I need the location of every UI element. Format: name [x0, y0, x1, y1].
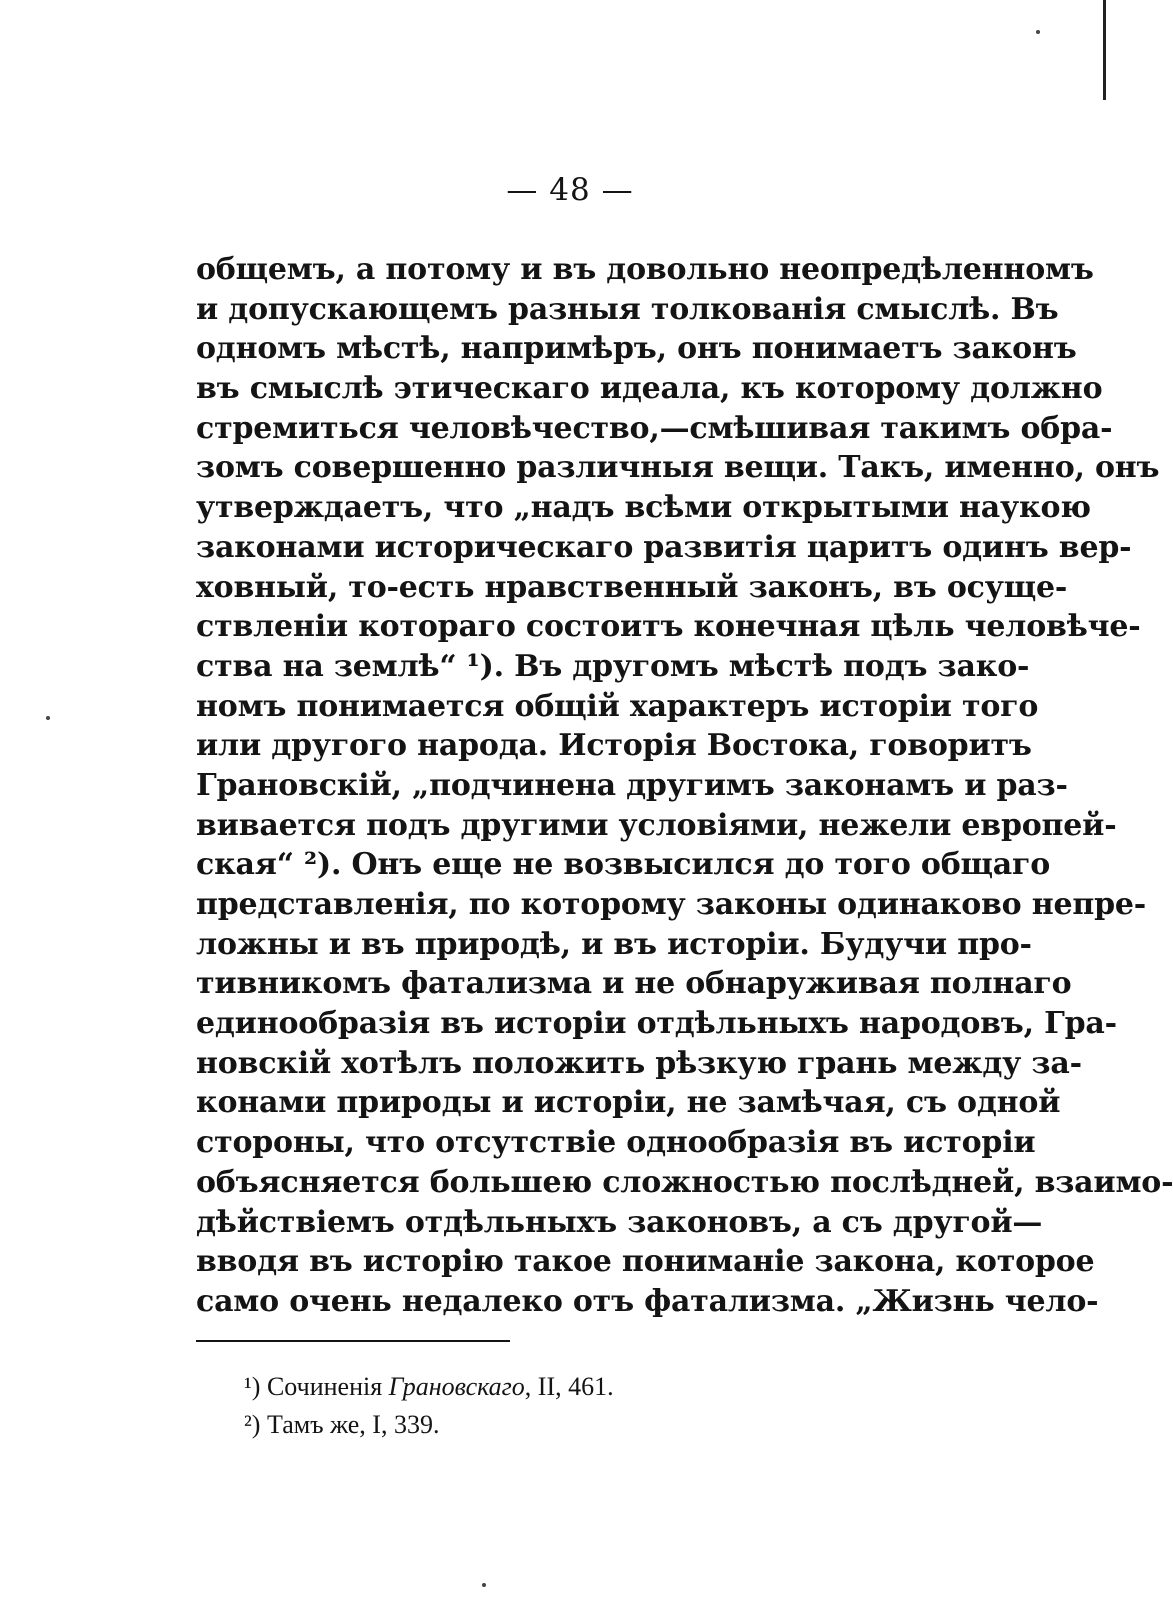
scan-speck [482, 1583, 486, 1587]
footnote-text: Тамъ же, I, 339. [266, 1410, 440, 1439]
text-line: стороны, что отсутствіе однообразія въ исторіи [196, 1125, 1036, 1161]
footnote-mark: ¹) [244, 1372, 261, 1401]
footnote [244, 1406, 614, 1444]
text-line: ховный, то-есть нравственный законъ, въ осуще- [196, 569, 1068, 605]
text-line: утверждаетъ, что „надъ всѣми открытыми наукою [196, 490, 1091, 526]
text-line: тивникомъ фатализма и не обнаруживая полнаго [196, 966, 1072, 1002]
text-line: новскій хотѣлъ положить рѣзкую грань между за- [196, 1045, 1082, 1081]
text-line: и допускающемъ разныя толкованія смыслѣ. Въ [196, 291, 1059, 327]
footnotes [244, 1368, 614, 1444]
text-line: въ смыслѣ этическаго идеала, къ которому должно [196, 371, 1103, 407]
text-line: представленія, по которому законы одинаково непре- [196, 887, 1147, 922]
footnote-mark: ²) [244, 1410, 261, 1439]
text-line: зомъ совершенно различныя вещи. Такъ, именно, онъ [196, 450, 1160, 486]
page-number: — 48 — [506, 172, 634, 208]
footnote-text-after: , II, 461. [524, 1372, 614, 1401]
text-line: вводя въ исторію такое пониманіе закона, которое [196, 1244, 1095, 1280]
text-line: объясняется большею сложностью послѣдней, взаимо- [196, 1164, 1173, 1200]
scan-speck [46, 716, 50, 720]
text-line: или другого народа. Исторія Востока, говоритъ [196, 728, 1032, 764]
footnote-italic-text: Грановскаго [388, 1372, 525, 1401]
text-line: законами историческаго развитія царитъ одинъ вер- [196, 529, 1132, 565]
footnote [244, 1368, 614, 1406]
text-line: само очень недалеко отъ фатализма. „Жизнь чело- [196, 1283, 1099, 1319]
text-line: единообразія въ исторіи отдѣльныхъ народовъ, Гра- [196, 1006, 1117, 1042]
text-line: ства на землѣ“ ¹). Въ другомъ мѣстѣ подъ зако- [196, 648, 1030, 684]
footnote-rule [196, 1340, 510, 1342]
text-line: ствленіи котораго состоитъ конечная цѣль человѣче- [196, 609, 1141, 645]
scan-edge-line [1103, 0, 1106, 100]
body-text [196, 250, 1173, 1322]
text-line: общемъ, а потому и въ довольно неопредѣленномъ [196, 252, 1094, 287]
footnote-text: Сочиненія [266, 1372, 389, 1401]
text-line: Грановскій, „подчинена другимъ законамъ и раз- [196, 767, 1068, 803]
text-line: конами природы и исторіи, не замѣчая, съ одной [196, 1085, 1061, 1121]
text-line: дѣйствіемъ отдѣльныхъ законовъ, а съ другой— [196, 1204, 1043, 1240]
text-line: ложны и въ природѣ, и въ исторіи. Будучи про- [196, 926, 1032, 962]
text-line: стремиться человѣчество,—смѣшивая такимъ обра- [196, 410, 1113, 446]
text-line: ская“ ²). Онъ еще не возвысился до того общаго [196, 847, 1051, 883]
text-line: одномъ мѣстѣ, напримѣръ, онъ понимаетъ законъ [196, 331, 1077, 367]
scan-speck [1036, 30, 1040, 34]
text-line: номъ понимается общій характеръ исторіи того [196, 688, 1039, 724]
text-line: вивается подъ другими условіями, нежели европей- [196, 807, 1117, 843]
